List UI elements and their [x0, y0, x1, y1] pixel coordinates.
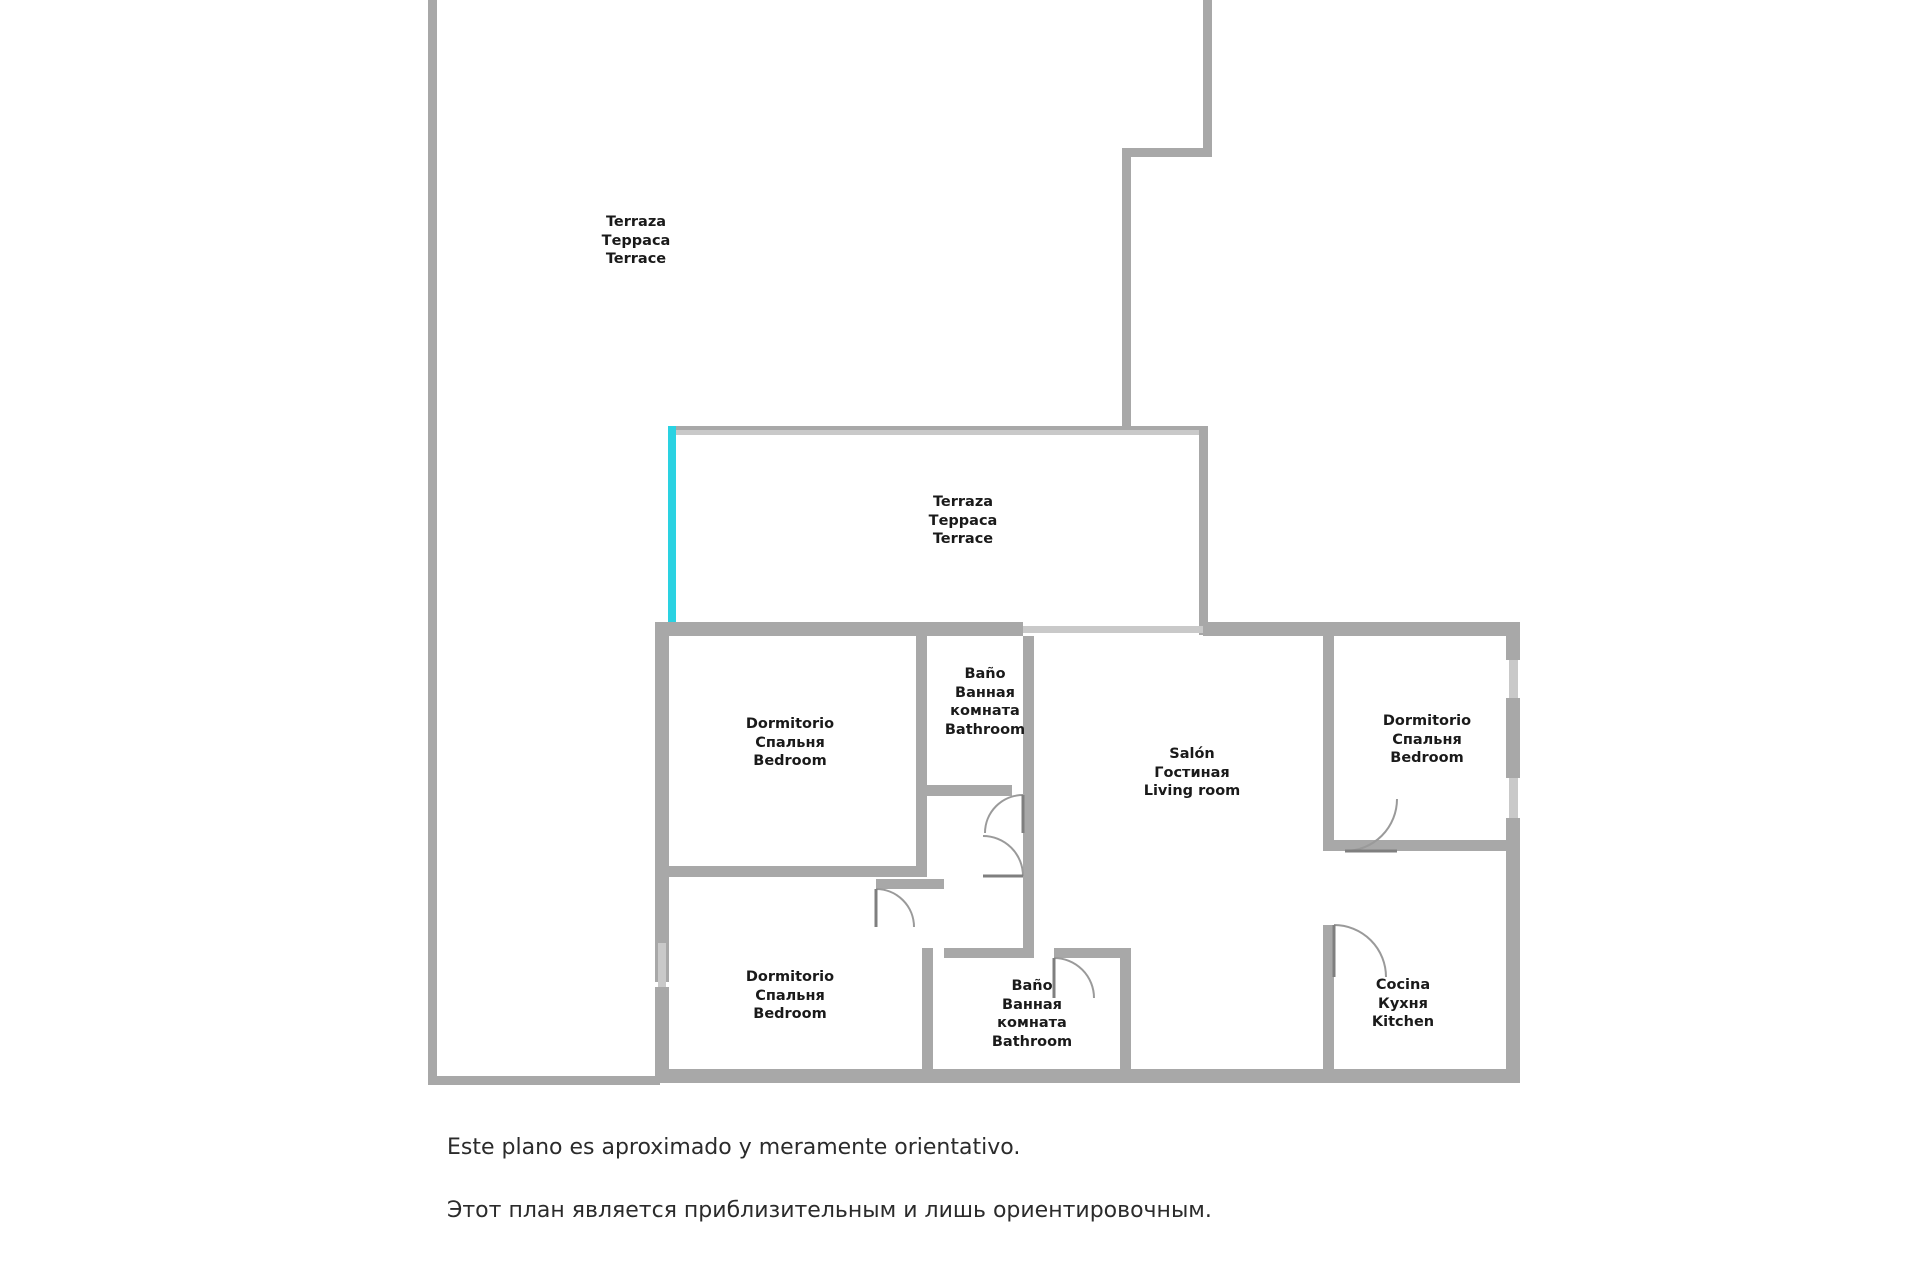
- wall-corridor-bottom-left: [876, 879, 944, 889]
- room-label-line: Terraza: [605, 214, 667, 230]
- room-label-living-room: [1144, 745, 1241, 801]
- wall-apartment-bottom: [655, 1069, 1520, 1083]
- room-label-bedroom-left-top: [746, 715, 834, 771]
- wall-terrace-upper-right: [1203, 0, 1212, 157]
- room-label-line: комната: [950, 703, 1020, 720]
- room-label-line: Кухня: [1378, 995, 1428, 1012]
- wall-bath-bottom-header: [1054, 948, 1131, 958]
- footnotes: [447, 1135, 1547, 1261]
- room-label-line: Гостиная: [1154, 764, 1230, 781]
- wall-bedroom-right-bottom: [1323, 840, 1520, 851]
- room-label-line: Terrace: [605, 251, 667, 268]
- room-label-line: Спальня: [755, 987, 825, 1004]
- room-label-line: Ванная: [1002, 996, 1062, 1013]
- wall-terrace-outer-bottom: [428, 1076, 660, 1085]
- wall-bath-top-bottom: [916, 785, 1012, 796]
- room-label-line: Bedroom: [1390, 750, 1464, 767]
- room-label-line: Dormitorio: [745, 716, 835, 732]
- wall-lower-terrace-right: [1199, 426, 1208, 635]
- room-label-line: Спальня: [1392, 731, 1462, 748]
- wall-bath-bottom-top: [944, 948, 1034, 958]
- wall-lower-terrace-top-edge: [668, 426, 1208, 430]
- room-label-line: Dormitorio: [745, 969, 835, 985]
- room-label-line: Kitchen: [1371, 1014, 1435, 1031]
- wall-apartment-right-upper: [1506, 622, 1520, 660]
- room-label-line: комната: [997, 1015, 1067, 1032]
- wall-bedroom-right-left: [1323, 636, 1334, 851]
- room-label-line: Living room: [1143, 783, 1241, 800]
- wall-corridor-vertical: [1023, 876, 1034, 956]
- room-label-kitchen: [1372, 976, 1434, 1032]
- room-label-line: Cocina: [1375, 977, 1431, 993]
- room-label-line: Baño: [1011, 978, 1053, 994]
- room-label-line: Baño: [964, 666, 1006, 682]
- wall-apartment-right-mid: [1506, 698, 1520, 778]
- footnote-ru: Этот план является приблизительным и лишь ориентировочным.: [447, 1198, 1212, 1223]
- room-label-line: Терраса: [928, 512, 998, 529]
- room-label-bathroom-bottom: [992, 977, 1072, 1051]
- room-label-line: Терраса: [601, 232, 671, 249]
- room-label-terrace-lower: [929, 493, 998, 549]
- room-label-line: Dormitorio: [1382, 713, 1472, 729]
- wall-apartment-top-living: [1023, 626, 1203, 633]
- room-label-line: Спальня: [755, 734, 825, 751]
- wall-apartment-top-left: [655, 622, 871, 636]
- wall-terrace-jog-vertical: [1122, 148, 1131, 428]
- room-label-bathroom-top: [945, 665, 1025, 739]
- wall-apartment-top-right: [1203, 622, 1323, 636]
- room-label-line: Terrace: [932, 531, 994, 548]
- window-apartment-right-bottom: [1509, 778, 1518, 818]
- wall-bath-bottom-right: [1120, 948, 1131, 1083]
- accent-glazing-left: [668, 426, 676, 626]
- wall-bath-bottom-left: [922, 948, 933, 1083]
- wall-kitchen-left: [1323, 925, 1334, 1083]
- room-label-line: Bedroom: [753, 753, 827, 770]
- wall-terrace-jog-horizontal: [1122, 148, 1212, 157]
- room-label-line: Salón: [1169, 746, 1215, 762]
- wall-terrace-outer-left: [428, 0, 437, 1085]
- wall-apartment-top-right-bedroom: [1323, 622, 1520, 636]
- room-label-line: Bathroom: [944, 721, 1026, 738]
- window-apartment-left: [658, 943, 666, 987]
- wall-bath-top-left: [916, 636, 927, 796]
- wall-apartment-right-lower: [1506, 818, 1520, 1083]
- window-apartment-right-top: [1509, 660, 1518, 698]
- room-label-bedroom-left-bottom: [746, 968, 834, 1024]
- wall-apartment-top-bath: [871, 622, 1023, 636]
- room-label-line: Terraza: [932, 494, 994, 510]
- room-label-line: Ванная: [955, 684, 1015, 701]
- room-label-line: Bathroom: [991, 1033, 1073, 1050]
- footnote-es: Este plano es aproximado y meramente orientativo.: [447, 1135, 1021, 1160]
- room-label-bedroom-right: [1383, 712, 1471, 768]
- wall-bedroom-left-bottom: [669, 866, 927, 877]
- room-label-terrace-upper: [602, 213, 671, 269]
- room-label-line: Bedroom: [753, 1006, 827, 1023]
- wall-bedroom-right-door-jamb: [1323, 840, 1345, 851]
- wall-apartment-left-upper: [655, 622, 669, 942]
